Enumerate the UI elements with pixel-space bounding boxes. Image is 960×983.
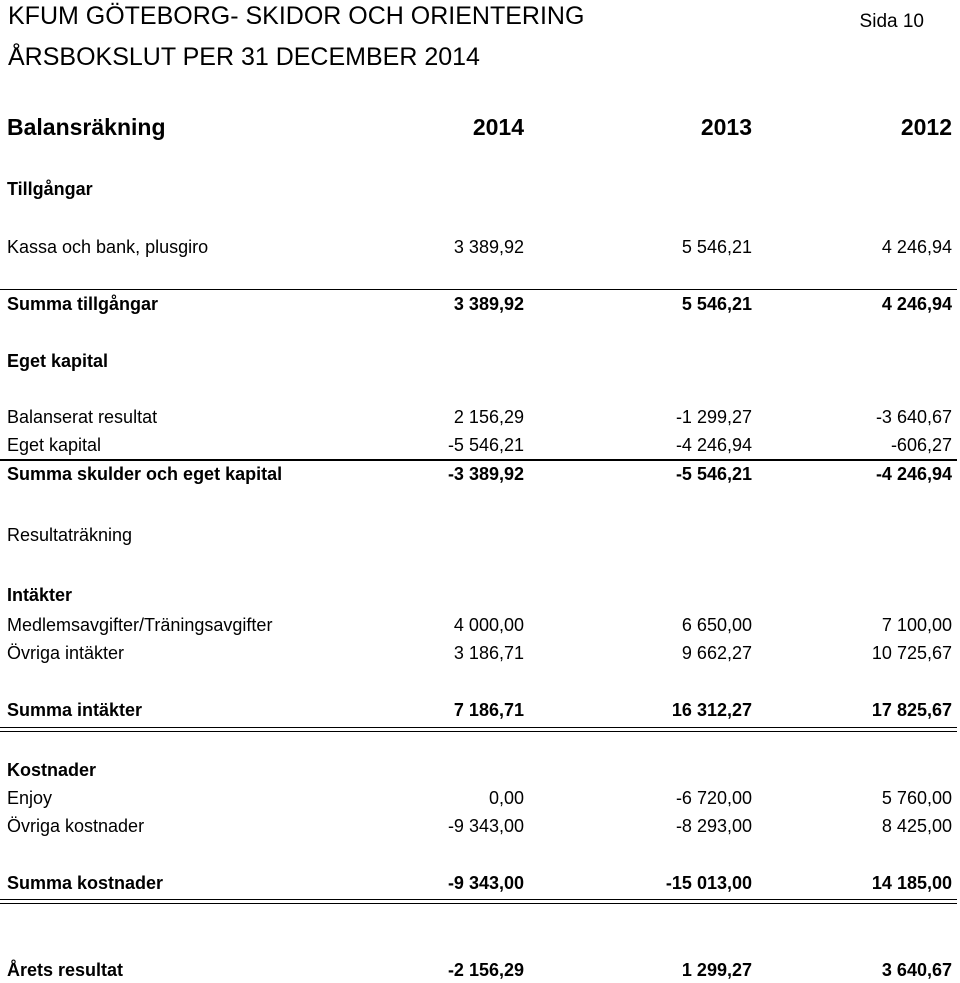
value-2014: -2 156,29 [447, 960, 524, 980]
row-label: Summa intäkter [7, 700, 143, 720]
value-2013: -8 293,00 [675, 816, 752, 836]
value-2012: 14 185,00 [871, 873, 952, 893]
table-row [0, 957, 960, 983]
document-subtitle: ÅRSBOKSLUT PER 31 DECEMBER 2014 [8, 43, 480, 71]
row-label: Balanserat resultat [7, 407, 158, 427]
value-2012: -606,27 [890, 435, 952, 455]
value-2012: 10 725,67 [871, 643, 952, 663]
value-2012: 17 825,67 [871, 700, 952, 720]
value-2014: 2 156,29 [453, 407, 524, 427]
value-2014: -9 343,00 [447, 873, 524, 893]
value-2013: 5 546,21 [681, 237, 752, 257]
row-label: Summa skulder och eget kapital [7, 464, 283, 484]
value-2013: 5 546,21 [681, 294, 752, 314]
equity-heading: Eget kapital [7, 351, 109, 371]
revenue-heading-row [0, 582, 960, 608]
value-2013: -6 720,00 [675, 788, 752, 808]
revenue-heading: Intäkter [7, 585, 73, 605]
page-number: Sida 10 [859, 11, 924, 32]
value-2014: 3 389,92 [453, 237, 524, 257]
row-label: Eget kapital [7, 435, 102, 455]
table-row [0, 404, 960, 430]
value-2013: 16 312,27 [671, 700, 752, 720]
value-2012: -4 246,94 [875, 464, 952, 484]
income-heading-row [0, 518, 960, 552]
row-label: Årets resultat [7, 960, 124, 980]
table-row [0, 612, 960, 638]
row-label: Medlemsavgifter/Träningsavgifter [7, 615, 273, 635]
value-2013: -15 013,00 [665, 873, 752, 893]
income-heading: Resultaträkning [7, 525, 133, 545]
value-2012: 4 246,94 [881, 294, 952, 314]
equity-heading-row [0, 348, 960, 374]
row-label: Summa tillgångar [7, 294, 159, 314]
table-row [0, 697, 960, 723]
year-2012: 2012 [900, 114, 952, 140]
divider [0, 899, 957, 900]
value-2012: -3 640,67 [875, 407, 952, 427]
row-label: Summa kostnader [7, 873, 164, 893]
divider [0, 903, 957, 904]
table-row [0, 813, 960, 839]
assets-heading: Tillgångar [7, 179, 93, 199]
costs-heading: Kostnader [7, 760, 97, 780]
document-title: KFUM GÖTEBORG- SKIDOR OCH ORIENTERING [8, 2, 585, 30]
assets-heading-row [0, 176, 960, 202]
table-row [0, 291, 960, 317]
table-row [0, 234, 960, 260]
year-2013: 2013 [700, 114, 752, 140]
value-2013: -4 246,94 [675, 435, 752, 455]
value-2014: 7 186,71 [453, 700, 524, 720]
value-2012: 7 100,00 [881, 615, 952, 635]
divider [0, 731, 957, 732]
balance-heading: Balansräkning [7, 114, 166, 140]
balance-header-row [0, 112, 960, 142]
value-2014: 0,00 [488, 788, 524, 808]
row-label: Enjoy [7, 788, 53, 808]
value-2014: -5 546,21 [447, 435, 524, 455]
costs-heading-row [0, 757, 960, 783]
value-2014: 3 389,92 [453, 294, 524, 314]
table-row [0, 432, 960, 458]
value-2014: 4 000,00 [453, 615, 524, 635]
value-2013: 9 662,27 [681, 643, 752, 663]
row-label: Övriga intäkter [7, 643, 125, 663]
value-2013: -1 299,27 [675, 407, 752, 427]
divider [0, 289, 957, 290]
table-row [0, 870, 960, 896]
value-2014: 3 186,71 [453, 643, 524, 663]
value-2012: 4 246,94 [881, 237, 952, 257]
year-2014: 2014 [472, 114, 524, 140]
table-row [0, 640, 960, 666]
value-2012: 3 640,67 [881, 960, 952, 980]
row-label: Kassa och bank, plusgiro [7, 237, 209, 257]
row-label: Övriga kostnader [7, 816, 145, 836]
value-2013: 6 650,00 [681, 615, 752, 635]
value-2013: 1 299,27 [681, 960, 752, 980]
table-row [0, 785, 960, 811]
value-2014: -9 343,00 [447, 816, 524, 836]
value-2014: -3 389,92 [447, 464, 524, 484]
divider [0, 727, 957, 728]
table-row [0, 461, 960, 487]
value-2012: 5 760,00 [881, 788, 952, 808]
value-2012: 8 425,00 [881, 816, 952, 836]
value-2013: -5 546,21 [675, 464, 752, 484]
